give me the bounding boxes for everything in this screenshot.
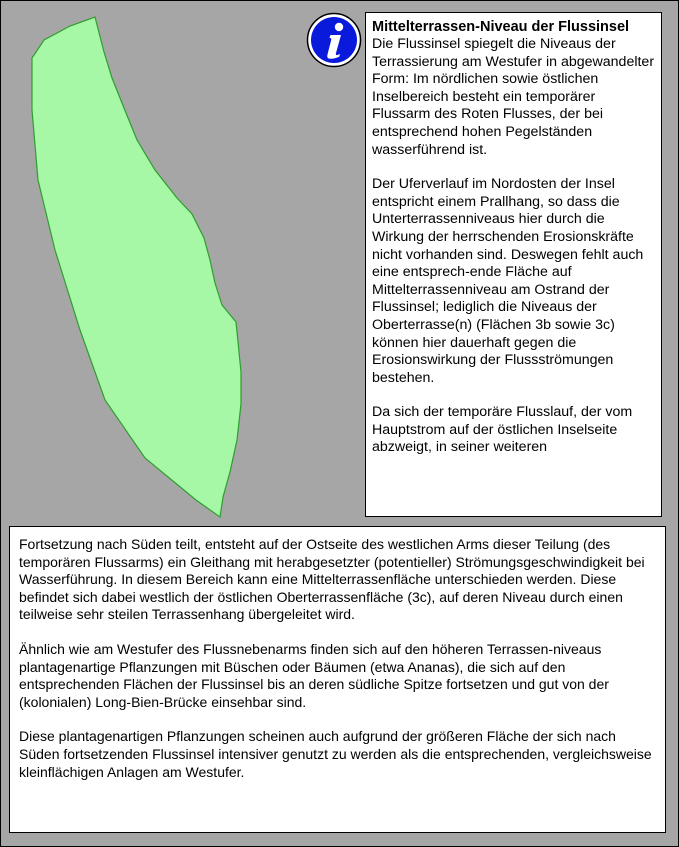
info-icon	[306, 12, 362, 68]
continuation-paragraph: Fortsetzung nach Süden teilt, entsteht auf der Ostseite des westlichen Arms dieser Teilung (des temporären Flussarms) ein Gleithang mit herabgesetzter (potentieller) Strömungsgeschwindigkeit bei Wasserführung. In diesem Bereich kann eine Mittelterrassenfläche unterschieden werden. Diese befindet sich dabei westlich der östlichen Oberterrassenfläche (3c), auf deren Niveau durch einen teilweise sehr steilen Terrassenhang übergeleitet wird.	[19, 536, 645, 623]
continuation-paragraph: Diese plantagenartigen Pflanzungen scheinen auch aufgrund der größeren Fläche der sich nach Süden fortsetzenden Flussinsel intensiver genutzt zu werden als die entsprechenden, vergleichsweise kleinflächigen Anlagen am Westufer.	[19, 728, 652, 780]
info-paragraph: Da sich der temporäre Flusslauf, der vom Hauptstrom auf der östlichen Inselseite abzweigt, in seiner weiteren	[372, 404, 633, 456]
info-paragraph: Die Flussinsel spiegelt die Niveaus der Terrassierung am Westufer in abgewandelter Form: Im nördlichen sowie östlichen Inselbereich besteht ein temporärer Flussarm des Roten Flusses, der bei entsprechend hohen Pegelständen wasserführend ist.	[372, 36, 655, 158]
continuation-text-box	[9, 526, 666, 833]
info-text-box	[365, 12, 662, 517]
info-paragraph: Der Uferverlauf im Nordosten der Insel entspricht einem Prallhang, so dass die Unterterrassenniveaus hier durch die Wirkung der herrschenden Erosionskräfte nicht vorhanden sind. Deswegen fehlt auch eine entsprech-ende Fläche auf Mittelterrassenniveau am Ostrand der Flussinsel; lediglich die Niveaus der Oberterrasse(n) (Flächen 3b sowie 3c) können hier dauerhaft gegen die Erosionswirkung der Flussströmungen bestehen.	[372, 176, 644, 386]
continuation-paragraph: Ähnlich wie am Westufer des Flussnebenarms finden sich auf den höheren Terrassen-niveaus plantagenartige Pflanzungen mit Büschen oder Bäumen (etwa Ananas), die sich auf den entsprechenden Flächen der Flussinsel bis an deren südliche Spitze fortsetzen und gut von der (kolonialen) Long-Bien-Brücke einsehbar sind.	[19, 640, 609, 710]
info-box-title: Mittelterrassen-Niveau der Flussinsel	[372, 19, 630, 35]
island-middle-terrace-polygon	[32, 17, 241, 517]
